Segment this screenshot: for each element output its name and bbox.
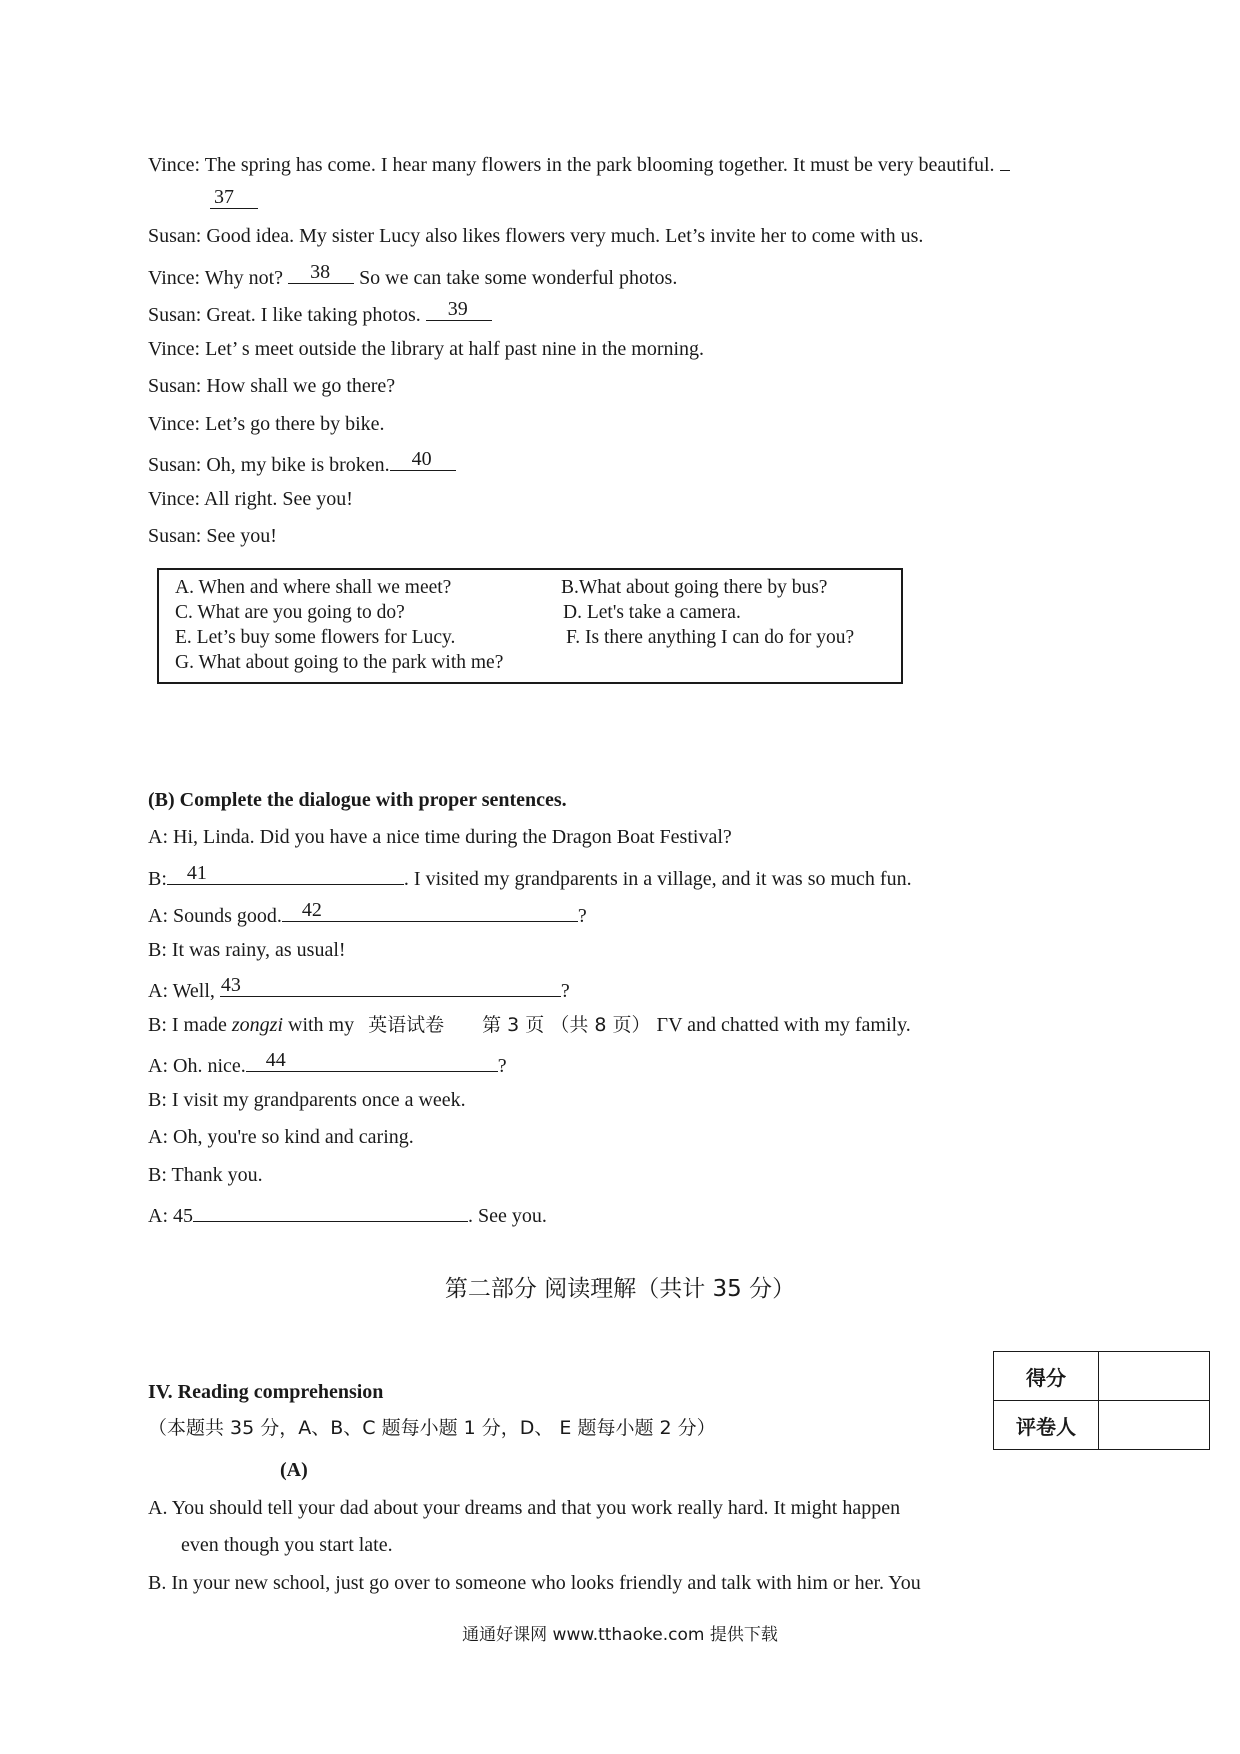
dialogue-text: B:: [148, 868, 167, 890]
dialogue-text: Vince: The spring has come. I hear many flowers in the park blooming together. It must be very beautiful.: [148, 154, 1000, 176]
dialogue-text: with my: [283, 1014, 355, 1036]
dialogue-text: A: 45: [148, 1205, 193, 1227]
answer-blank-43: [220, 974, 561, 997]
answer-blank-44: [246, 1049, 498, 1072]
part-two-heading: 第二部分 阅读理解（共计 35 分）: [444, 1276, 796, 1302]
section-b-title: (B) Complete the dialogue with proper sentences.: [148, 789, 567, 811]
dialogue-a-line-4: [148, 298, 492, 328]
reading-option-a-line-1: A. You should tell your dad about your dreams and that you work really hard. It might happen: [148, 1497, 901, 1519]
dialogue-text: So we can take some wonderful photos.: [354, 267, 678, 289]
answer-blank-42: [282, 899, 578, 922]
dialogue-a-line-1: [148, 148, 1010, 178]
blank-number: 38: [310, 261, 331, 283]
section-b-line-6: [148, 1012, 911, 1038]
blank-number: 44: [265, 1049, 286, 1071]
answer-blank-38: [288, 261, 354, 284]
dialogue-text: ΓV and chatted with my family.: [656, 1014, 911, 1036]
page-footer: 通通好课网 www.tthaoke.com 提供下载: [462, 1625, 778, 1645]
answer-blank-37: [210, 186, 258, 209]
dialogue-text: ?: [577, 905, 587, 927]
blank-number: 42: [301, 899, 322, 921]
option-e: E. Let’s buy some flowers for Lucy.: [175, 627, 456, 648]
dialogue-text: . See you.: [468, 1205, 547, 1227]
option-c: C. What are you going to do?: [175, 602, 405, 623]
option-b: B.What about going there by bus?: [561, 577, 828, 598]
section-b-line-10: B: Thank you.: [148, 1164, 263, 1186]
dialogue-a-line-9: Vince: All right. See you!: [148, 488, 353, 510]
reading-scoring-note: （本题共 35 分，A、B、C 题每小题 1 分，D、 E 题每小题 2 分）: [148, 1417, 716, 1439]
reading-title: IV. Reading comprehension: [148, 1381, 384, 1403]
dialogue-text: ?: [497, 1055, 507, 1077]
dialogue-text: Susan: Great. I like taking photos.: [148, 304, 426, 326]
dialogue-a-line-5: Vince: Let’ s meet outside the library at half past nine in the morning.: [148, 338, 705, 360]
option-a: A. When and where shall we meet?: [175, 577, 452, 598]
option-f: F. Is there anything I can do for you?: [566, 627, 855, 648]
answer-blank-40: [390, 448, 456, 471]
section-b-line-4: B: It was rainy, as usual!: [148, 939, 346, 961]
dialogue-text: A: Sounds good.: [148, 905, 282, 927]
dialogue-a-line-3: [148, 261, 677, 291]
blank-number: 39: [447, 298, 468, 320]
dialogue-italic-word: zongzi: [231, 1014, 283, 1036]
answer-blank-45: [193, 1199, 468, 1222]
reading-option-a-line-2: even though you start late.: [181, 1534, 393, 1556]
dialogue-text: A: Well,: [148, 980, 220, 1002]
section-b-line-7: [148, 1049, 507, 1079]
section-b-line-9: A: Oh, you're so kind and caring.: [148, 1126, 414, 1148]
blank-number: 41: [186, 862, 207, 884]
blank-number: 40: [411, 448, 432, 470]
option-d: D. Let's take a camera.: [563, 602, 741, 623]
answer-blank-41: [167, 862, 404, 885]
score-label: 得分: [994, 1352, 1099, 1401]
dialogue-a-line-2: Susan: Good idea. My sister Lucy also likes flowers very much. Let’s invite her to come with us.: [148, 225, 924, 247]
options-box: [157, 568, 903, 684]
dialogue-text: Vince: Why not?: [148, 267, 289, 289]
dialogue-a-line-1-cont: [210, 186, 258, 216]
dialogue-text: A: Oh. nice.: [148, 1055, 246, 1077]
section-b-line-5: [148, 974, 570, 1004]
dialogue-a-line-6: Susan: How shall we go there?: [148, 375, 396, 397]
dialogue-a-line-10: Susan: See you!: [148, 525, 277, 547]
option-g: G. What about going to the park with me?: [175, 652, 504, 673]
reading-option-b-line-1: B. In your new school, just go over to someone who looks friendly and talk with him or her. You: [148, 1572, 921, 1594]
page-footer-overlay: 英语试卷 第 3 页 （共 8 页）: [368, 1014, 651, 1036]
dialogue-text: ?: [560, 980, 570, 1002]
dialogue-text: B: I made: [148, 1014, 232, 1036]
dialogue-a-line-8: [148, 448, 456, 478]
answer-blank-37-start: [1000, 148, 1010, 171]
reading-subsection-a: (A): [280, 1459, 308, 1481]
dialogue-a-line-7: Vince: Let’s go there by bike.: [148, 413, 385, 435]
blank-number: 43: [220, 974, 241, 996]
grader-label: 评卷人: [994, 1401, 1099, 1450]
section-b-line-3: [148, 899, 587, 929]
answer-blank-39: [426, 298, 492, 321]
score-value-cell: [1099, 1352, 1210, 1401]
dialogue-text: . I visited my grandparents in a village, and it was so much fun.: [403, 868, 912, 890]
dialogue-text: Susan: Oh, my bike is broken.: [148, 454, 390, 476]
grader-value-cell: [1099, 1401, 1210, 1450]
blank-number: 37: [214, 186, 234, 208]
section-b-line-1: A: Hi, Linda. Did you have a nice time during the Dragon Boat Festival?: [148, 826, 732, 848]
section-b-line-2: [148, 862, 912, 892]
score-box: [993, 1351, 1210, 1450]
section-b-line-8: B: I visit my grandparents once a week.: [148, 1089, 466, 1111]
section-b-line-11: [148, 1199, 547, 1229]
